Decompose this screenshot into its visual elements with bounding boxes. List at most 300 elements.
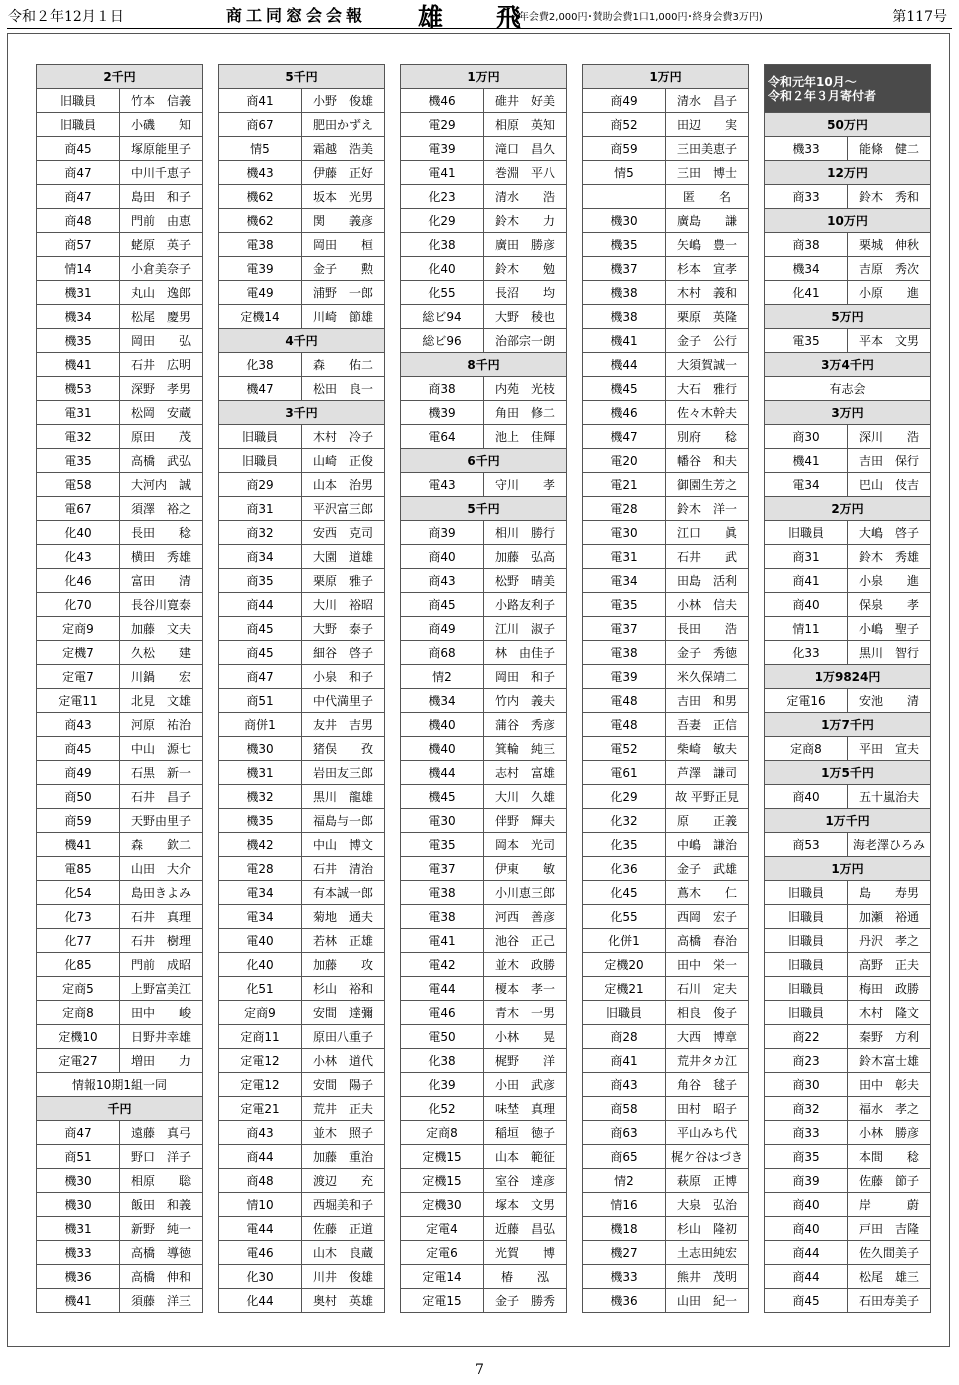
donor-name: 小林 晃 <box>484 1025 567 1049</box>
donor-row <box>219 785 385 809</box>
donor-class: 機36 <box>583 1289 666 1313</box>
donor-row <box>583 305 749 329</box>
donor-row <box>583 665 749 689</box>
donor-class: 電30 <box>583 521 666 545</box>
donor-row <box>37 785 203 809</box>
amount-section-header: 5千円 <box>401 497 567 521</box>
donor-row <box>219 1025 385 1049</box>
donor-class: 電85 <box>37 857 120 881</box>
donor-row <box>765 569 931 593</box>
group-donor: 有志会 <box>765 377 931 401</box>
donor-class: 電39 <box>401 137 484 161</box>
donor-name: 青木 一男 <box>484 1001 567 1025</box>
donor-row <box>37 185 203 209</box>
membership-fees: (年会費2,000円･賛助会費1口1,000円･終身会費3万円) <box>515 12 763 23</box>
donor-class: 商47 <box>37 1121 120 1145</box>
donor-name: 中山 博文 <box>302 833 385 857</box>
donor-class: 電38 <box>401 881 484 905</box>
donor-name: 榎本 孝一 <box>484 977 567 1001</box>
title-row <box>765 65 931 113</box>
donor-class: 機40 <box>401 737 484 761</box>
donor-table <box>36 64 203 1313</box>
donor-row <box>765 881 931 905</box>
donor-row <box>401 137 567 161</box>
donor-row <box>765 185 931 209</box>
donor-row <box>583 401 749 425</box>
donor-class: 商49 <box>37 761 120 785</box>
donor-row <box>765 137 931 161</box>
donor-name: 安間 陽子 <box>302 1073 385 1097</box>
donor-class: 商40 <box>765 593 848 617</box>
donor-class: 定電12 <box>219 1073 302 1097</box>
section-row <box>765 857 931 881</box>
donor-row <box>583 353 749 377</box>
donor-class: 化29 <box>583 785 666 809</box>
donor-row <box>583 1001 749 1025</box>
donor-name: 田島 活利 <box>666 569 749 593</box>
donor-name: 日野井幸雄 <box>120 1025 203 1049</box>
donor-class: 旧職員 <box>765 929 848 953</box>
donor-name: 石井 樹理 <box>120 929 203 953</box>
donor-row <box>765 1001 931 1025</box>
donor-row <box>583 1097 749 1121</box>
donor-name: 小林 信夫 <box>666 593 749 617</box>
donor-name: 池谷 正己 <box>484 929 567 953</box>
donor-class: 商48 <box>37 209 120 233</box>
donor-row <box>219 1073 385 1097</box>
donor-row <box>37 1121 203 1145</box>
donor-name: 小林 勝彦 <box>848 1121 931 1145</box>
donor-name: 加瀬 裕通 <box>848 905 931 929</box>
donor-class: 化40 <box>401 257 484 281</box>
donor-name: 大野 稜也 <box>484 305 567 329</box>
donor-row <box>219 641 385 665</box>
donor-class: 化46 <box>37 569 120 593</box>
donor-name: 小路友利子 <box>484 593 567 617</box>
donor-name: 渡辺 充 <box>302 1169 385 1193</box>
donor-row <box>583 185 749 209</box>
donor-row <box>219 617 385 641</box>
donor-class: 機38 <box>583 281 666 305</box>
donor-class: 化41 <box>765 281 848 305</box>
donor-row <box>765 425 931 449</box>
donor-name: 幡谷 和夫 <box>666 449 749 473</box>
donor-name: 小磯 知 <box>120 113 203 137</box>
donor-row <box>219 881 385 905</box>
donor-name: 竹内 義夫 <box>484 689 567 713</box>
donor-name: 大石 雅行 <box>666 377 749 401</box>
donor-row <box>37 929 203 953</box>
section-row <box>401 449 567 473</box>
donor-class: 化70 <box>37 593 120 617</box>
donor-row <box>765 617 931 641</box>
donor-class: 商47 <box>37 185 120 209</box>
donor-name: 高橋 伸和 <box>120 1265 203 1289</box>
newsletter-logo: 雄 飛 <box>418 3 536 32</box>
donor-class: 商45 <box>219 617 302 641</box>
donor-class: 機33 <box>765 137 848 161</box>
donor-name: 匿 名 <box>666 185 749 209</box>
donor-class: 化30 <box>219 1265 302 1289</box>
donor-class: 化39 <box>401 1073 484 1097</box>
donor-row <box>765 1193 931 1217</box>
donor-name: 川崎 節雄 <box>302 305 385 329</box>
donor-class: 機31 <box>37 281 120 305</box>
donor-name: 木村 義和 <box>666 281 749 305</box>
donor-class: 化52 <box>401 1097 484 1121</box>
donor-name: 島田きよみ <box>120 881 203 905</box>
donor-row <box>219 569 385 593</box>
donor-class: 化38 <box>401 233 484 257</box>
donor-row <box>219 497 385 521</box>
group-row <box>765 377 931 401</box>
donor-name: 鈴木 秀和 <box>848 185 931 209</box>
donor-name: 加藤 攻 <box>302 953 385 977</box>
donor-class: 化23 <box>401 185 484 209</box>
donor-class: 定機20 <box>583 953 666 977</box>
donor-row <box>37 1241 203 1265</box>
donor-row <box>37 113 203 137</box>
donor-name: 小泉 和子 <box>302 665 385 689</box>
donor-class: 電49 <box>219 281 302 305</box>
donor-row <box>765 257 931 281</box>
section-row <box>401 497 567 521</box>
donor-class: 商57 <box>37 233 120 257</box>
donor-row <box>401 209 567 233</box>
donor-class: 電52 <box>583 737 666 761</box>
donor-row <box>401 1265 567 1289</box>
donor-name: 深野 孝男 <box>120 377 203 401</box>
donor-name: 海老澤ひろみ <box>848 833 931 857</box>
donor-row <box>219 1049 385 1073</box>
donor-class: 電44 <box>401 977 484 1001</box>
donor-class: 電31 <box>583 545 666 569</box>
donor-name: 野口 洋子 <box>120 1145 203 1169</box>
donor-name: 大須賀誠一 <box>666 353 749 377</box>
donor-name: 高橋 春治 <box>666 929 749 953</box>
donor-row <box>401 281 567 305</box>
donor-class: 定電12 <box>219 1049 302 1073</box>
donor-row <box>401 1217 567 1241</box>
donor-row <box>219 1217 385 1241</box>
donor-row <box>37 833 203 857</box>
donor-row <box>583 1025 749 1049</box>
donor-class: 商43 <box>219 1121 302 1145</box>
donor-row <box>401 377 567 401</box>
donor-name: 能條 健二 <box>848 137 931 161</box>
donor-class: 機46 <box>401 89 484 113</box>
donor-row <box>219 209 385 233</box>
donor-class: 商併1 <box>219 713 302 737</box>
donor-name: 伊藤 正好 <box>302 161 385 185</box>
donor-class: 情2 <box>401 665 484 689</box>
amount-section-header: 1万9824円 <box>765 665 931 689</box>
donor-name: 石黒 新一 <box>120 761 203 785</box>
donor-class: 化54 <box>37 881 120 905</box>
donor-row <box>37 953 203 977</box>
amount-section-header: 10万円 <box>765 209 931 233</box>
donor-row <box>37 857 203 881</box>
donor-row <box>765 1025 931 1049</box>
donor-row <box>583 641 749 665</box>
donor-class: 商22 <box>765 1025 848 1049</box>
donor-name: 菊地 通夫 <box>302 905 385 929</box>
donor-class: 機34 <box>765 257 848 281</box>
donor-name: 加藤 文夫 <box>120 617 203 641</box>
donor-row <box>37 497 203 521</box>
donor-class: 商30 <box>765 425 848 449</box>
donor-class: 商23 <box>765 1049 848 1073</box>
donor-name: 栗城 伸秋 <box>848 233 931 257</box>
donor-name: 松尾 雄三 <box>848 1265 931 1289</box>
donor-row <box>401 953 567 977</box>
header-rule <box>7 28 952 29</box>
donor-row <box>219 305 385 329</box>
issue-number: 第117号 <box>892 9 947 25</box>
period-title: 令和元年10月～ 令和２年３月寄付者 <box>765 65 931 113</box>
donor-name: 門前 成昭 <box>120 953 203 977</box>
donor-row <box>219 1265 385 1289</box>
donor-class: 機47 <box>583 425 666 449</box>
donor-class: 旧職員 <box>37 113 120 137</box>
donor-row <box>401 1241 567 1265</box>
donor-row <box>219 137 385 161</box>
donor-class: 機43 <box>219 161 302 185</box>
amount-section-header: 50万円 <box>765 113 931 137</box>
donor-row <box>583 377 749 401</box>
donor-class: 機34 <box>401 689 484 713</box>
donor-class: 商45 <box>37 137 120 161</box>
donor-row <box>401 977 567 1001</box>
donor-row <box>401 1121 567 1145</box>
donor-class: 商40 <box>765 1193 848 1217</box>
donor-name: 長田 浩 <box>666 617 749 641</box>
donor-name: 廣島 謙 <box>666 209 749 233</box>
donor-class: 情5 <box>219 137 302 161</box>
donor-row <box>219 953 385 977</box>
donor-name: 石井 真理 <box>120 905 203 929</box>
donor-row <box>219 1145 385 1169</box>
donor-class: 化51 <box>219 977 302 1001</box>
donor-row <box>37 257 203 281</box>
donor-row <box>583 881 749 905</box>
donor-name: 岡田 弘 <box>120 329 203 353</box>
donor-row <box>765 953 931 977</box>
donor-class: 商29 <box>219 473 302 497</box>
donor-class: 電39 <box>583 665 666 689</box>
donor-class: 電28 <box>219 857 302 881</box>
donor-class: 機30 <box>219 737 302 761</box>
donor-name: 岸 蔚 <box>848 1193 931 1217</box>
donor-class: 電38 <box>583 641 666 665</box>
donor-name: 吉田 保行 <box>848 449 931 473</box>
donor-name: 小田 武彦 <box>484 1073 567 1097</box>
donor-class: 電61 <box>583 761 666 785</box>
donor-class: 定機30 <box>401 1193 484 1217</box>
donor-name: 別府 稔 <box>666 425 749 449</box>
donor-name: 木村 隆文 <box>848 1001 931 1025</box>
donor-class: 情2 <box>583 1169 666 1193</box>
donor-name: 田村 昭子 <box>666 1097 749 1121</box>
donor-row <box>583 689 749 713</box>
donor-name: 奥村 英雄 <box>302 1289 385 1313</box>
donor-class: 商44 <box>765 1241 848 1265</box>
donor-name: 遠藤 真弓 <box>120 1121 203 1145</box>
donor-name: 米久保靖二 <box>666 665 749 689</box>
donor-row <box>583 281 749 305</box>
donor-name: 保泉 孝 <box>848 593 931 617</box>
donor-row <box>37 401 203 425</box>
donor-row <box>219 89 385 113</box>
donor-class: 電35 <box>765 329 848 353</box>
donor-row <box>401 929 567 953</box>
donor-class: 定商9 <box>37 617 120 641</box>
section-row <box>37 1097 203 1121</box>
section-row <box>765 713 931 737</box>
donor-row <box>219 1001 385 1025</box>
donor-row <box>401 1193 567 1217</box>
donor-row <box>219 113 385 137</box>
donor-name: 須藤 洋三 <box>120 1289 203 1313</box>
donor-name: 平田 宣夫 <box>848 737 931 761</box>
donor-class: 化38 <box>219 353 302 377</box>
donor-row <box>765 281 931 305</box>
donor-name: 並木 政勝 <box>484 953 567 977</box>
donor-row <box>37 1145 203 1169</box>
donor-row <box>765 1121 931 1145</box>
donor-row <box>583 569 749 593</box>
donor-row <box>765 1097 931 1121</box>
donor-row <box>219 425 385 449</box>
donor-row <box>583 929 749 953</box>
donor-row <box>401 665 567 689</box>
donor-class: 化併1 <box>583 929 666 953</box>
donor-row <box>37 1001 203 1025</box>
donor-row <box>401 257 567 281</box>
donor-name: 木村 冷子 <box>302 425 385 449</box>
donor-class: 定機14 <box>219 305 302 329</box>
donor-row <box>401 809 567 833</box>
donor-class: 電40 <box>219 929 302 953</box>
donor-name: 山本 範征 <box>484 1145 567 1169</box>
section-row <box>765 113 931 137</box>
donor-name: 巻淵 平八 <box>484 161 567 185</box>
donor-class: 商28 <box>583 1025 666 1049</box>
section-row <box>219 65 385 89</box>
donor-class: 化33 <box>765 641 848 665</box>
donor-name: 高野 正夫 <box>848 953 931 977</box>
donor-name: 池上 佳輝 <box>484 425 567 449</box>
donor-row <box>583 233 749 257</box>
donor-name: 山田 大介 <box>120 857 203 881</box>
donor-row <box>37 161 203 185</box>
donor-class: 化55 <box>583 905 666 929</box>
donor-row <box>219 689 385 713</box>
donor-class: 商49 <box>583 89 666 113</box>
donor-row <box>37 1049 203 1073</box>
donor-class: 電37 <box>583 617 666 641</box>
donor-name: 原田 茂 <box>120 425 203 449</box>
donor-class: 旧職員 <box>219 425 302 449</box>
section-row <box>765 161 931 185</box>
donor-class: 商41 <box>765 569 848 593</box>
donor-class: 商31 <box>765 545 848 569</box>
donor-row <box>37 329 203 353</box>
donor-row <box>219 977 385 1001</box>
donor-name: 長沼 均 <box>484 281 567 305</box>
donor-row <box>219 761 385 785</box>
donor-class: 情16 <box>583 1193 666 1217</box>
donor-name: 河原 祐治 <box>120 713 203 737</box>
donor-name: 吉田 和男 <box>666 689 749 713</box>
donor-column-5 <box>764 64 931 1313</box>
donor-name: 林 由佳子 <box>484 641 567 665</box>
donor-row <box>401 785 567 809</box>
donor-name: 石井 清治 <box>302 857 385 881</box>
donor-row <box>583 89 749 113</box>
donor-row <box>401 545 567 569</box>
donor-row <box>37 305 203 329</box>
donor-row <box>37 569 203 593</box>
donor-name: 中川千恵子 <box>120 161 203 185</box>
donor-class: 電21 <box>583 473 666 497</box>
donor-class: 旧職員 <box>583 1001 666 1025</box>
donor-name: 金子 秀徳 <box>666 641 749 665</box>
donor-name: 栗原 英隆 <box>666 305 749 329</box>
donor-class: 商67 <box>219 113 302 137</box>
donor-row <box>401 833 567 857</box>
donor-class: 化35 <box>583 833 666 857</box>
donor-class: 機41 <box>37 833 120 857</box>
donor-name: 萩原 正博 <box>666 1169 749 1193</box>
donor-name: 若林 正雄 <box>302 929 385 953</box>
donor-row <box>401 113 567 137</box>
donor-row <box>401 569 567 593</box>
donor-row <box>583 713 749 737</box>
section-row <box>219 401 385 425</box>
donor-name: 蛯原 英子 <box>120 233 203 257</box>
donor-row <box>401 617 567 641</box>
donor-name: 須澤 裕之 <box>120 497 203 521</box>
donor-row <box>583 449 749 473</box>
amount-section-header: 千円 <box>37 1097 203 1121</box>
donor-class: 商44 <box>219 593 302 617</box>
donor-class: 商30 <box>765 1073 848 1097</box>
donor-name: 廣田 勝彦 <box>484 233 567 257</box>
donor-class: 旧職員 <box>765 953 848 977</box>
donor-name: 小川恵三郎 <box>484 881 567 905</box>
donor-row <box>219 713 385 737</box>
donor-class: 商49 <box>401 617 484 641</box>
donor-row <box>219 857 385 881</box>
donor-row <box>583 1217 749 1241</box>
donor-class: 定商8 <box>401 1121 484 1145</box>
donor-row <box>765 1241 931 1265</box>
donor-class: 電31 <box>37 401 120 425</box>
donor-class: 情10 <box>219 1193 302 1217</box>
donor-class: 電30 <box>401 809 484 833</box>
donor-row <box>219 281 385 305</box>
donor-name: 江口 眞 <box>666 521 749 545</box>
donor-class: 機31 <box>219 761 302 785</box>
donor-class: 機36 <box>37 1265 120 1289</box>
donor-class: 化77 <box>37 929 120 953</box>
donor-name: 岡田 桓 <box>302 233 385 257</box>
donor-name: 守川 孝 <box>484 473 567 497</box>
amount-section-header: 4千円 <box>219 329 385 353</box>
donor-name: 小林 道代 <box>302 1049 385 1073</box>
amount-section-header: 3万4千円 <box>765 353 931 377</box>
